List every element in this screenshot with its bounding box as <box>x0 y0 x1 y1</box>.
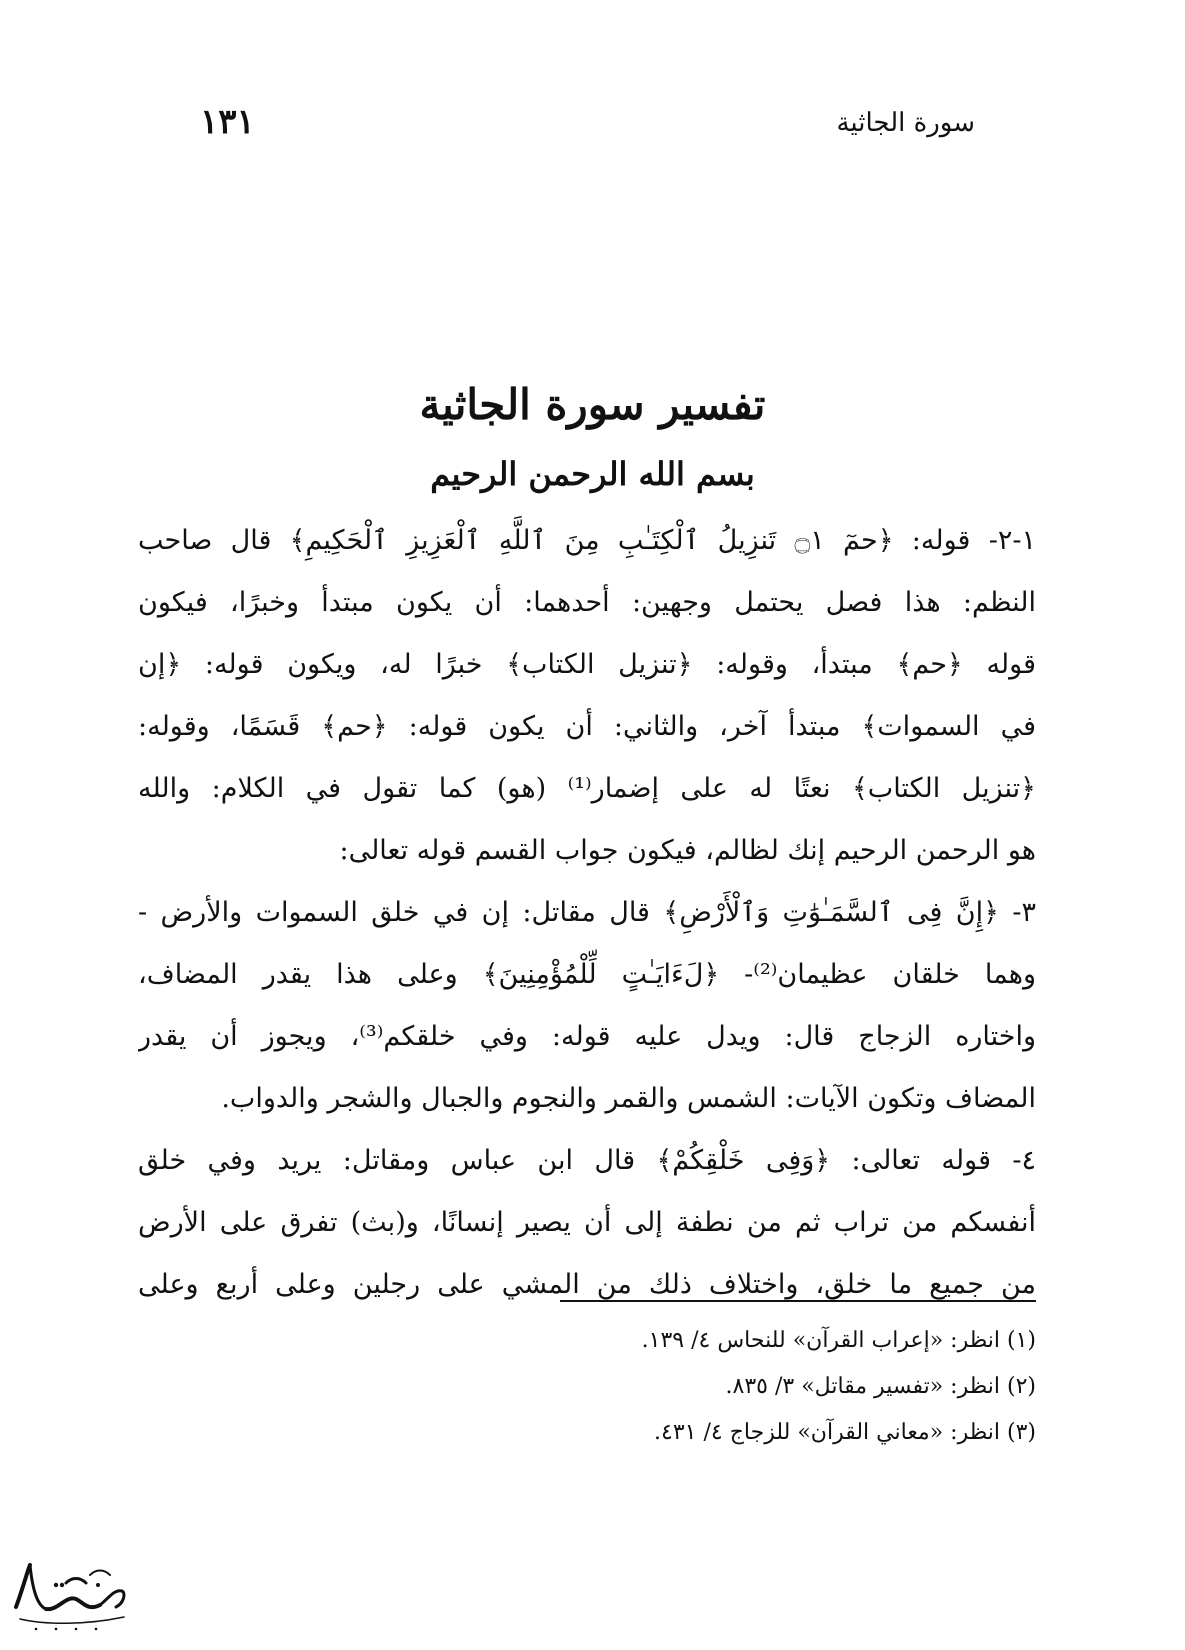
basmala: بسم الله الرحمن الرحيم <box>430 455 755 493</box>
page-header <box>200 102 975 148</box>
body-line: ٤- قوله تعالى: ﴿وَفِى خَلْقِكُمْ﴾ قال ابن عباس ومقاتل: يريد وفي خلق <box>138 1145 1036 1176</box>
body-line: ٣- ﴿إِنَّ فِى ٱلسَّمَـٰوَٰتِ وَٱلْأَرْضِ﴾ قال مقاتل: إن في خلق السموات والأرض - <box>138 897 1036 928</box>
body-line: وهما خلقان عظيمان⁽²⁾- ﴿لَءَايَـٰتٍ لِّلْمُؤْمِنِينَ﴾ وعلى هذا يقدر المضاف، <box>138 959 1036 990</box>
body-text <box>138 510 1036 1316</box>
body-line: ﴿تنزيل الكتاب﴾ نعتًا له على إضمار⁽¹⁾ (هو) كما تقول في الكلام: والله <box>138 773 1036 804</box>
footnote: (١) انظر: «إعراب القرآن» للنحاس ٤/ ١٣٩. <box>641 1328 1036 1353</box>
page-number: ١٣١ <box>200 102 255 142</box>
body-line: المضاف وتكون الآيات: الشمس والقمر والنجوم والجبال والشجر والدواب. <box>221 1083 1036 1114</box>
footnote: (٢) انظر: «تفسير مقاتل» ٣/ ٨٣٥. <box>725 1374 1036 1399</box>
calligraphy-logo-icon <box>6 1555 132 1635</box>
body-line: أنفسكم من تراب ثم من نطفة إلى أن يصير إنسانًا، و(بث) تفرق على الأرض <box>138 1207 1036 1238</box>
body-line: ١-٢- قوله: ﴿حمٓ ۝١ تَنزِيلُ ٱلْكِتَـٰبِ مِنَ ٱللَّهِ ٱلْعَزِيزِ ٱلْحَكِيمِ﴾ قال صاحب <box>138 525 1036 556</box>
running-title: سورة الجاثية <box>836 108 975 138</box>
body-line: قوله ﴿حم﴾ مبتدأ، وقوله: ﴿تنزيل الكتاب﴾ خبرًا له، ويكون قوله: ﴿إن <box>138 649 1036 680</box>
body-line: من جميع ما خلق، واختلاف ذلك من المشي على رجلين وعلى أربع وعلى <box>138 1269 1036 1300</box>
body-line: واختاره الزجاج قال: ويدل عليه قوله: وفي خلقكم⁽³⁾، ويجوز أن يقدر <box>138 1021 1036 1052</box>
footnotes <box>300 1318 1036 1456</box>
body-line: النظم: هذا فصل يحتمل وجهين: أحدهما: أن يكون مبتدأ وخبرًا، فيكون <box>138 587 1036 618</box>
footnote-divider <box>560 1300 1036 1302</box>
body-line: هو الرحمن الرحيم إنك لظالم، فيكون جواب القسم قوله تعالى: <box>339 835 1036 866</box>
body-line: في السموات﴾ مبتدأ آخر، والثاني: أن يكون قوله: ﴿حم﴾ قَسَمًا، وقوله: <box>138 711 1036 742</box>
surah-title: تفسير سورة الجاثية <box>419 380 766 429</box>
footnote: (٣) انظر: «معاني القرآن» للزجاج ٤/ ٤٣١. <box>654 1420 1036 1445</box>
